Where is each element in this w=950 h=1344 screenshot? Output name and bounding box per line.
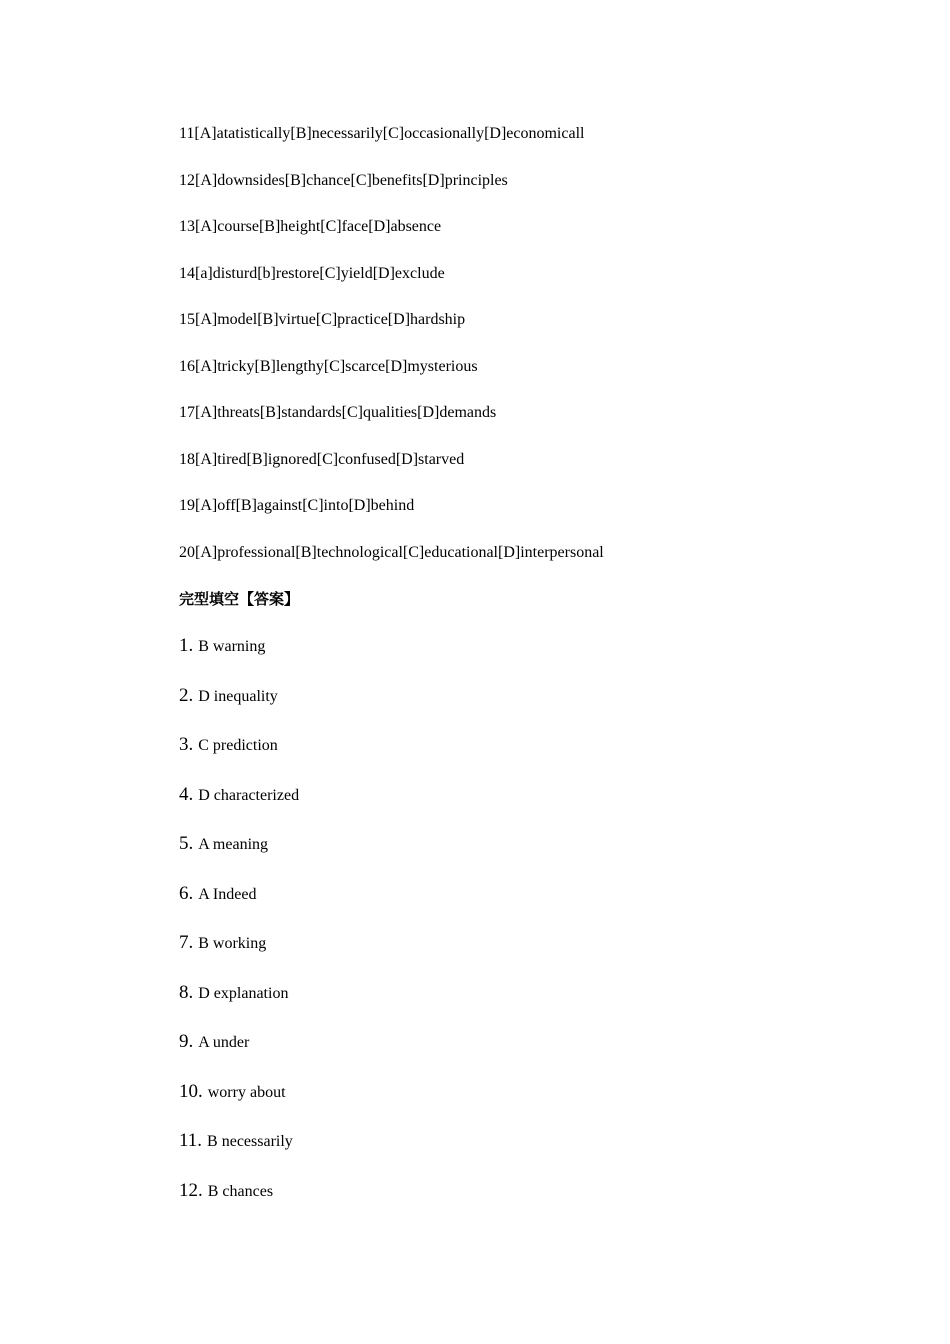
answer-number: 4. <box>179 783 194 805</box>
question-20-options: 20[A]professional[B]technological[C]educational[D]interpersonal <box>179 543 604 561</box>
answer-number: 7. <box>179 932 194 953</box>
answer-number: 3. <box>179 734 194 755</box>
answer-number: 6. <box>179 882 194 904</box>
question-15-options: 15[A]model[B]virtue[C]practice[D]hardship <box>179 311 466 328</box>
answers-heading: 完型填空【答案】 <box>179 590 300 608</box>
answer-text: B warning <box>198 638 266 655</box>
answer-text: B chances <box>207 1182 274 1200</box>
question-19-options: 19[A]off[B]against[C]into[D]behind <box>179 497 415 514</box>
question-14-options: 14[a]disturd[b]restore[C]yield[D]exclude <box>179 264 445 282</box>
answer-text: A under <box>198 1034 250 1051</box>
document-body <box>179 123 879 1226</box>
answer-item <box>179 781 879 809</box>
answer-item <box>179 880 879 908</box>
question-11-options: 11[A]atatistically[B]necessarily[C]occasionally[D]economicall <box>179 125 585 142</box>
answer-item <box>179 632 879 660</box>
answer-item <box>179 731 879 759</box>
question-17-options: 17[A]threats[B]standards[C]qualities[D]demands <box>179 404 497 421</box>
answer-text: B working <box>198 935 267 952</box>
answer-item <box>179 1127 879 1155</box>
answer-text: C prediction <box>198 737 278 754</box>
question-13-options: 13[A]course[B]height[C]face[D]absence <box>179 218 442 235</box>
answer-number: 8. <box>179 981 194 1003</box>
answer-number: 5. <box>179 833 194 854</box>
answer-item <box>179 979 879 1007</box>
answer-text: D inequality <box>198 687 278 705</box>
answer-item <box>179 1028 879 1056</box>
answer-text: A Indeed <box>198 885 257 903</box>
answer-item <box>179 830 879 858</box>
answer-text: D characterized <box>198 786 300 804</box>
answer-text: B necessarily <box>207 1133 293 1150</box>
question-18-options: 18[A]tired[B]ignored[C]confused[D]starved <box>179 450 465 468</box>
answer-number: 1. <box>179 635 194 656</box>
answer-number: 2. <box>179 684 194 706</box>
answer-text: A meaning <box>198 836 269 853</box>
question-12-options: 12[A]downsides[B]chance[C]benefits[D]principles <box>179 171 508 189</box>
answer-number: 12. <box>179 1179 203 1201</box>
answer-item <box>179 682 879 710</box>
answer-text: D explanation <box>198 984 289 1002</box>
answer-item <box>179 929 879 957</box>
answer-number: 10. <box>179 1080 203 1102</box>
answer-number: 11. <box>179 1130 203 1151</box>
answer-number: 9. <box>179 1031 194 1052</box>
answer-item <box>179 1177 879 1205</box>
question-16-options: 16[A]tricky[B]lengthy[C]scarce[D]mysterious <box>179 357 478 375</box>
answer-text: worry about <box>207 1083 286 1101</box>
answer-item <box>179 1078 879 1106</box>
